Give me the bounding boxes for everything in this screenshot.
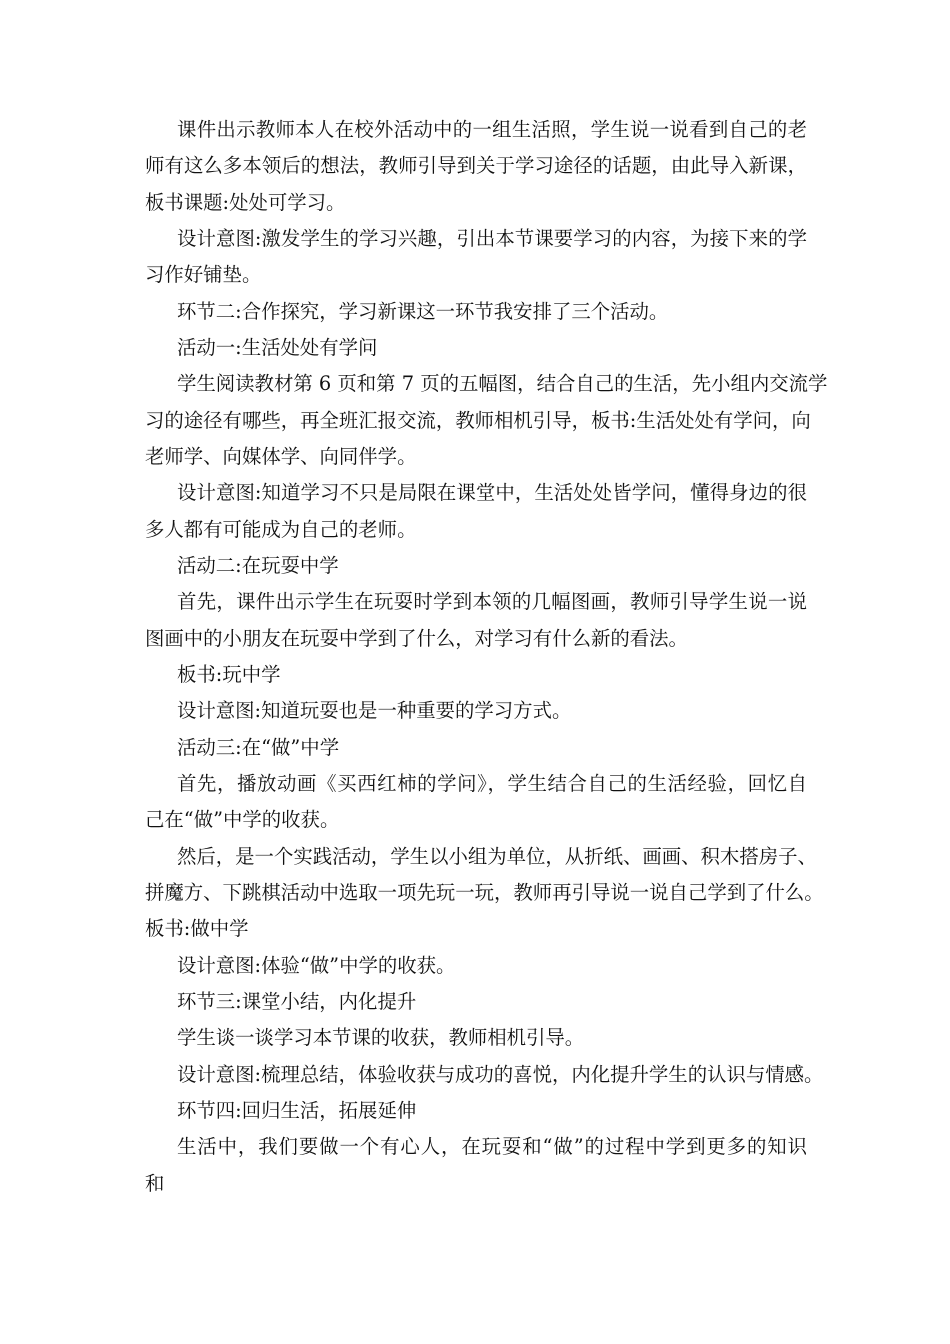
text-line: 己在“做”中学的收获。 [145, 808, 340, 832]
text-line: 设计意图:体验“做”中学的收获。 [177, 953, 456, 977]
text-line: 环节二:合作探究，学习新课这一环节我安排了三个活动。 [177, 299, 669, 323]
text-line: 首先，课件出示学生在玩耍时学到本领的几幅图画，教师引导学生说一说 [177, 590, 807, 614]
paragraph [145, 548, 807, 584]
text-line: 习作好铺垫。 [145, 263, 262, 287]
text-line: 学生阅读教材第 6 页和第 7 页的五幅图，结合自己的生活，先小组内交流学 [177, 372, 828, 396]
paragraph [145, 839, 824, 948]
paragraph [145, 657, 807, 693]
paragraph [145, 112, 807, 221]
text-line: 活动一:生活处处有学问 [177, 335, 378, 359]
paragraph [145, 1129, 807, 1202]
text-line: 板书课题:处处可学习。 [145, 190, 346, 214]
paragraph [145, 366, 828, 475]
text-line: 课件出示教师本人在校外活动中的一组生活照，学生说一说看到自己的老 [177, 118, 807, 141]
paragraph [145, 1057, 824, 1093]
text-line: 设计意图:知道玩耍也是一种重要的学习方式。 [177, 699, 572, 723]
text-line: 拼魔方、下跳棋活动中选取一项先玩一玩，教师再引导说一说自己学到了什么。 [145, 880, 824, 904]
text-line: 图画中的小朋友在玩耍中学到了什么，对学习有什么新的看法。 [145, 626, 688, 650]
paragraph [145, 475, 807, 548]
text-line: 然后，是一个实践活动，学生以小组为单位，从折纸、画画、积木搭房子、 [177, 844, 817, 868]
text-line: 环节三:课堂小结，内化提升 [177, 989, 417, 1013]
paragraph [145, 948, 807, 984]
text-line: 首先，播放动画《买西红柿的学问》，学生结合自己的生活经验，回忆自 [177, 771, 807, 795]
paragraph [145, 221, 807, 294]
text-line: 习的途径有哪些，再全班汇报交流，教师相机引导，板书:生活处处有学问，向 [145, 408, 811, 432]
paragraph [145, 693, 807, 729]
text-line: 和 [145, 1171, 165, 1195]
text-line: 环节四:回归生活，拓展延伸 [177, 1098, 417, 1122]
paragraph [145, 330, 807, 366]
text-line: 设计意图:知道学习不只是局限在课堂中，生活处处皆学问，懂得身边的很 [177, 481, 807, 505]
text-line: 活动二:在玩耍中学 [177, 553, 339, 577]
paragraph [145, 984, 807, 1020]
paragraph [145, 294, 807, 330]
text-line: 多人都有可能成为自己的老师。 [145, 517, 417, 541]
text-line: 设计意图:梳理总结，体验收获与成功的喜悦，内化提升学生的认识与情感。 [177, 1062, 824, 1086]
paragraph [145, 1020, 807, 1056]
text-line: 活动三:在“做”中学 [177, 735, 340, 759]
paragraph [145, 730, 807, 766]
text-line: 生活中，我们要做一个有心人，在玩耍和“做”的过程中学到更多的知识 [177, 1135, 807, 1159]
text-line: 设计意图:激发学生的学习兴趣，引出本节课要学习的内容，为接下来的学 [177, 226, 807, 250]
document-page [145, 112, 828, 1202]
paragraph [145, 1093, 807, 1129]
paragraph [145, 584, 807, 657]
text-line: 板书:玩中学 [177, 662, 281, 686]
text-line: 老师学、向媒体学、向同伴学。 [145, 444, 417, 468]
paragraph [145, 766, 807, 839]
text-line: 板书:做中学 [145, 917, 249, 941]
text-line: 学生谈一谈学习本节课的收获，教师相机引导。 [177, 1026, 585, 1050]
text-line: 师有这么多本领后的想法，教师引导到关于学习途径的话题，由此导入新课， [145, 154, 807, 178]
